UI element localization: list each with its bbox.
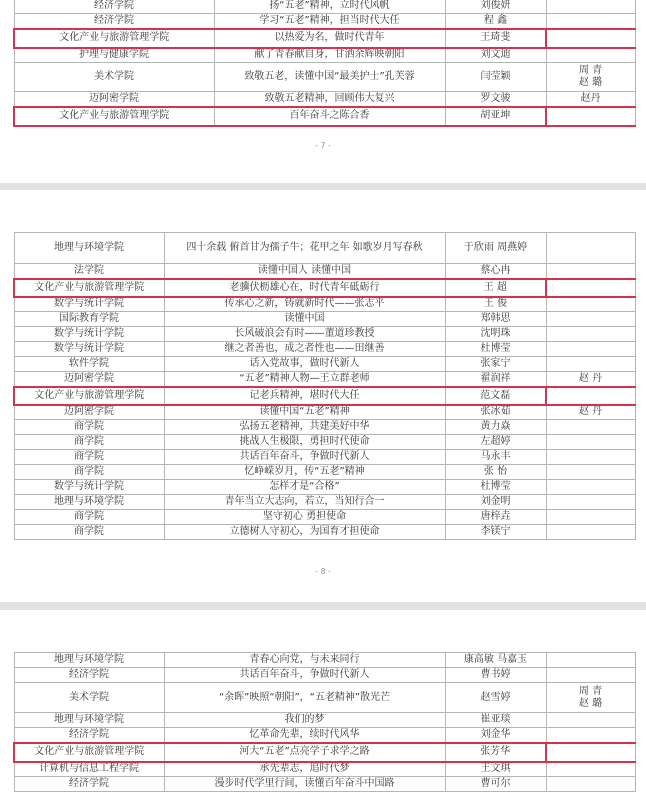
author-cell: 王 超 [445, 279, 546, 297]
table-row [14, 342, 635, 357]
college-cell: 经济学院 [14, 0, 214, 14]
college-cell: 经济学院 [14, 728, 164, 743]
author-cell: 唐梓垚 [445, 510, 546, 525]
advisor-cell [546, 480, 635, 495]
table-row [14, 48, 635, 63]
author-cell: 程 鑫 [445, 14, 546, 29]
page-number: - 7 - [315, 141, 331, 150]
advisor-cell [546, 357, 635, 372]
table-row [14, 465, 635, 480]
college-cell: 数学与统计学院 [14, 297, 164, 312]
author-cell: 王琦斐 [445, 29, 546, 48]
advisor-cell [546, 279, 635, 297]
page-separator [0, 602, 646, 610]
title-cell: 话入党故事，做时代新人 [164, 357, 445, 372]
title-cell: 继之者善也，成之者性也——田继善 [164, 342, 445, 357]
title-cell: 我们的梦 [164, 713, 445, 728]
title-cell: 立德树人守初心，为国育才担使命 [164, 525, 445, 540]
advisor-cell: 赵 丹 [546, 405, 635, 420]
author-cell: 张冰茹 [445, 405, 546, 420]
advisor-cell [546, 777, 635, 792]
table-row [14, 357, 635, 372]
advisor-cell [546, 420, 635, 435]
college-cell: 经济学院 [14, 14, 214, 29]
title-cell: 挑战人生极限，勇担时代使命 [164, 435, 445, 450]
college-cell: 地理与环境学院 [14, 713, 164, 728]
author-cell: 曹书婷 [445, 668, 546, 683]
advisor-cell [546, 48, 635, 63]
college-cell: 迈阿密学院 [14, 405, 164, 420]
author-cell: 左超婷 [445, 435, 546, 450]
college-cell: 迈阿密学院 [14, 372, 164, 387]
author-cell: 闫莹颖 [445, 63, 546, 92]
highlighted-table-row [14, 29, 635, 48]
page-separator [0, 183, 646, 190]
table-row [14, 435, 635, 450]
title-cell: 百年奋斗之陈合香 [214, 107, 445, 126]
table-row [14, 233, 635, 264]
advisor-cell [546, 450, 635, 465]
advisor-cell [546, 297, 635, 312]
title-cell: 致敬五老精神，回顾伟大复兴 [214, 92, 445, 107]
author-cell: 刘文迪 [445, 48, 546, 63]
title-cell: 读懂中国“五老”精神 [164, 405, 445, 420]
college-cell: 经济学院 [14, 777, 164, 792]
advisor-cell [546, 107, 635, 126]
table-row [14, 312, 635, 327]
table-row [14, 777, 635, 792]
advisor-cell [546, 233, 635, 264]
author-cell: 刘俊妍 [445, 0, 546, 14]
college-cell: 数学与统计学院 [14, 342, 164, 357]
advisor-cell [546, 762, 635, 777]
author-cell: 范文磊 [445, 387, 546, 405]
highlighted-table-row [14, 743, 635, 762]
college-cell: 软件学院 [14, 357, 164, 372]
college-cell: 国际教育学院 [14, 312, 164, 327]
college-cell: 文化产业与旅游管理学院 [14, 107, 214, 126]
author-cell: 张家宁 [445, 357, 546, 372]
advisor-cell [546, 465, 635, 480]
award-table-page-9 [13, 652, 636, 792]
author-cell: 蔡心冉 [445, 264, 546, 279]
title-cell: 读懂中国人 读懂中国 [164, 264, 445, 279]
college-cell: 商学院 [14, 435, 164, 450]
table-row [14, 653, 635, 668]
college-cell: 数学与统计学院 [14, 480, 164, 495]
title-cell: 忆峥嵘岁月，传“五老”精神 [164, 465, 445, 480]
advisor-cell [546, 342, 635, 357]
table-row [14, 683, 635, 713]
title-cell: 漫步时代学里行间，读懂百年奋斗中国路 [164, 777, 445, 792]
author-cell: 崔亚琰 [445, 713, 546, 728]
author-cell: 于欣雨 周燕婷 [445, 233, 546, 264]
college-cell: 美术学院 [14, 63, 214, 92]
table-row [14, 92, 635, 107]
table-row [14, 405, 635, 420]
college-cell: 地理与环境学院 [14, 233, 164, 264]
table-row [14, 510, 635, 525]
college-cell: 文化产业与旅游管理学院 [14, 279, 164, 297]
highlighted-table-row [14, 107, 635, 126]
highlighted-table-row [14, 279, 635, 297]
table-row [14, 495, 635, 510]
author-cell: 杜博莹 [445, 480, 546, 495]
title-cell: 读懂中国 [164, 312, 445, 327]
advisor-name: 周 青 [578, 65, 603, 76]
document-page-7 [0, 0, 646, 183]
author-cell: 刘金明 [445, 495, 546, 510]
advisor-name: 周 青 [578, 685, 603, 697]
advisor-cell [546, 0, 635, 14]
advisor-cell [546, 683, 635, 713]
title-cell: 共话百年奋斗，争做时代新人 [164, 450, 445, 465]
title-cell: 以热爱为名，做时代青年 [214, 29, 445, 48]
author-cell: 张 怡 [445, 465, 546, 480]
author-cell: 张芳华 [445, 743, 546, 762]
table-row [14, 713, 635, 728]
college-cell: 计算机与信息工程学院 [14, 762, 164, 777]
table-row [14, 480, 635, 495]
title-cell: 长风破浪会有时——董道珍教授 [164, 327, 445, 342]
title-cell: 承先辈志，追时代梦 [164, 762, 445, 777]
author-cell: 刘金华 [445, 728, 546, 743]
table-row [14, 63, 635, 92]
college-cell: 文化产业与旅游管理学院 [14, 29, 214, 48]
author-cell: 王文琪 [445, 762, 546, 777]
advisor-cell [546, 435, 635, 450]
author-cell: 翟润祥 [445, 372, 546, 387]
title-cell: 共话百年奋斗，争做时代新人 [164, 668, 445, 683]
table-row [14, 420, 635, 435]
college-cell: 经济学院 [14, 668, 164, 683]
document-page-8 [0, 190, 646, 602]
table-row [14, 668, 635, 683]
table-row [14, 762, 635, 777]
title-cell: 忆革命先辈，续时代风华 [164, 728, 445, 743]
advisor-cell [546, 63, 635, 92]
advisor-cell [546, 525, 635, 540]
title-cell: 青年当立大志向，若立，当知行合一 [164, 495, 445, 510]
college-cell: 文化产业与旅游管理学院 [14, 743, 164, 762]
advisor-name: 赵 璐 [578, 697, 603, 709]
page-number: - 8 - [315, 567, 331, 576]
title-cell: “五老”精神人物—王立群老师 [164, 372, 445, 387]
advisor-cell [546, 668, 635, 683]
author-cell: 曹可尔 [445, 777, 546, 792]
table-row [14, 14, 635, 29]
author-cell: 康高敏 马嘉玉 [445, 653, 546, 668]
college-cell: 法学院 [14, 264, 164, 279]
title-cell: 青春心向党，与未来同行 [164, 653, 445, 668]
table-row [14, 728, 635, 743]
advisor-cell [546, 312, 635, 327]
college-cell: 数学与统计学院 [14, 327, 164, 342]
college-cell: 文化产业与旅游管理学院 [14, 387, 164, 405]
table-row [14, 0, 635, 14]
title-cell: 四十余载 俯首甘为孺子牛；花甲之年 如歌岁月写春秋 [164, 233, 445, 264]
title-cell: 献了青春献自身，甘洒余辉映朝阳 [214, 48, 445, 63]
title-cell: 怎样才是“合格” [164, 480, 445, 495]
college-cell: 地理与环境学院 [14, 653, 164, 668]
title-cell: “余晖”映照“朝阳”，“五老精神”散光芒 [164, 683, 445, 713]
highlighted-table-row [14, 387, 635, 405]
title-cell: 老骥伏枥雄心在，时代青年砥砺行 [164, 279, 445, 297]
title-cell: 学习“五老”精神，担当时代大任 [214, 14, 445, 29]
advisor-cell [546, 510, 635, 525]
author-cell: 郑韩思 [445, 312, 546, 327]
author-cell: 罗文骏 [445, 92, 546, 107]
award-table-page-8 [13, 232, 636, 540]
advisor-name: 赵 璐 [578, 77, 603, 88]
college-cell: 商学院 [14, 525, 164, 540]
college-cell: 护理与健康学院 [14, 48, 214, 63]
advisor-cell [546, 713, 635, 728]
college-cell: 商学院 [14, 450, 164, 465]
table-row [14, 372, 635, 387]
advisor-cell [546, 728, 635, 743]
advisor-cell [546, 14, 635, 29]
author-cell: 赵雪婷 [445, 683, 546, 713]
college-cell: 迈阿密学院 [14, 92, 214, 107]
title-cell: 致敬五老，读懂中国“最美护士”孔芙蓉 [214, 63, 445, 92]
college-cell: 商学院 [14, 510, 164, 525]
title-cell: 河大“五老”点亮学子求学之路 [164, 743, 445, 762]
title-cell: 弘扬五老精神，共建美好中华 [164, 420, 445, 435]
table-row [14, 327, 635, 342]
author-cell: 李镁宁 [445, 525, 546, 540]
college-cell: 商学院 [14, 420, 164, 435]
title-cell: 扬“五老”精神，立时代风帆 [214, 0, 445, 14]
table-row [14, 264, 635, 279]
author-cell: 王 俊 [445, 297, 546, 312]
advisor-cell [546, 264, 635, 279]
advisor-cell [546, 743, 635, 762]
document-page-9 [0, 610, 646, 802]
college-cell: 美术学院 [14, 683, 164, 713]
table-row [14, 297, 635, 312]
advisor-cell: 赵 丹 [546, 372, 635, 387]
advisor-cell: 赵丹 [546, 92, 635, 107]
author-cell: 沈明珠 [445, 327, 546, 342]
author-cell: 黄力焱 [445, 420, 546, 435]
advisor-cell [546, 495, 635, 510]
college-cell: 商学院 [14, 465, 164, 480]
author-cell: 胡亚坤 [445, 107, 546, 126]
award-table-page-7 [13, 0, 636, 127]
advisor-cell [546, 653, 635, 668]
title-cell: 坚守初心 勇担使命 [164, 510, 445, 525]
table-row [14, 525, 635, 540]
table-row [14, 450, 635, 465]
title-cell: 记老兵精神，堪时代大任 [164, 387, 445, 405]
title-cell: 传承心之新，铸就新时代——张志平 [164, 297, 445, 312]
college-cell: 地理与环境学院 [14, 495, 164, 510]
author-cell: 马永丰 [445, 450, 546, 465]
advisor-cell [546, 327, 635, 342]
author-cell: 杜博莹 [445, 342, 546, 357]
advisor-cell [546, 29, 635, 48]
advisor-cell [546, 387, 635, 405]
